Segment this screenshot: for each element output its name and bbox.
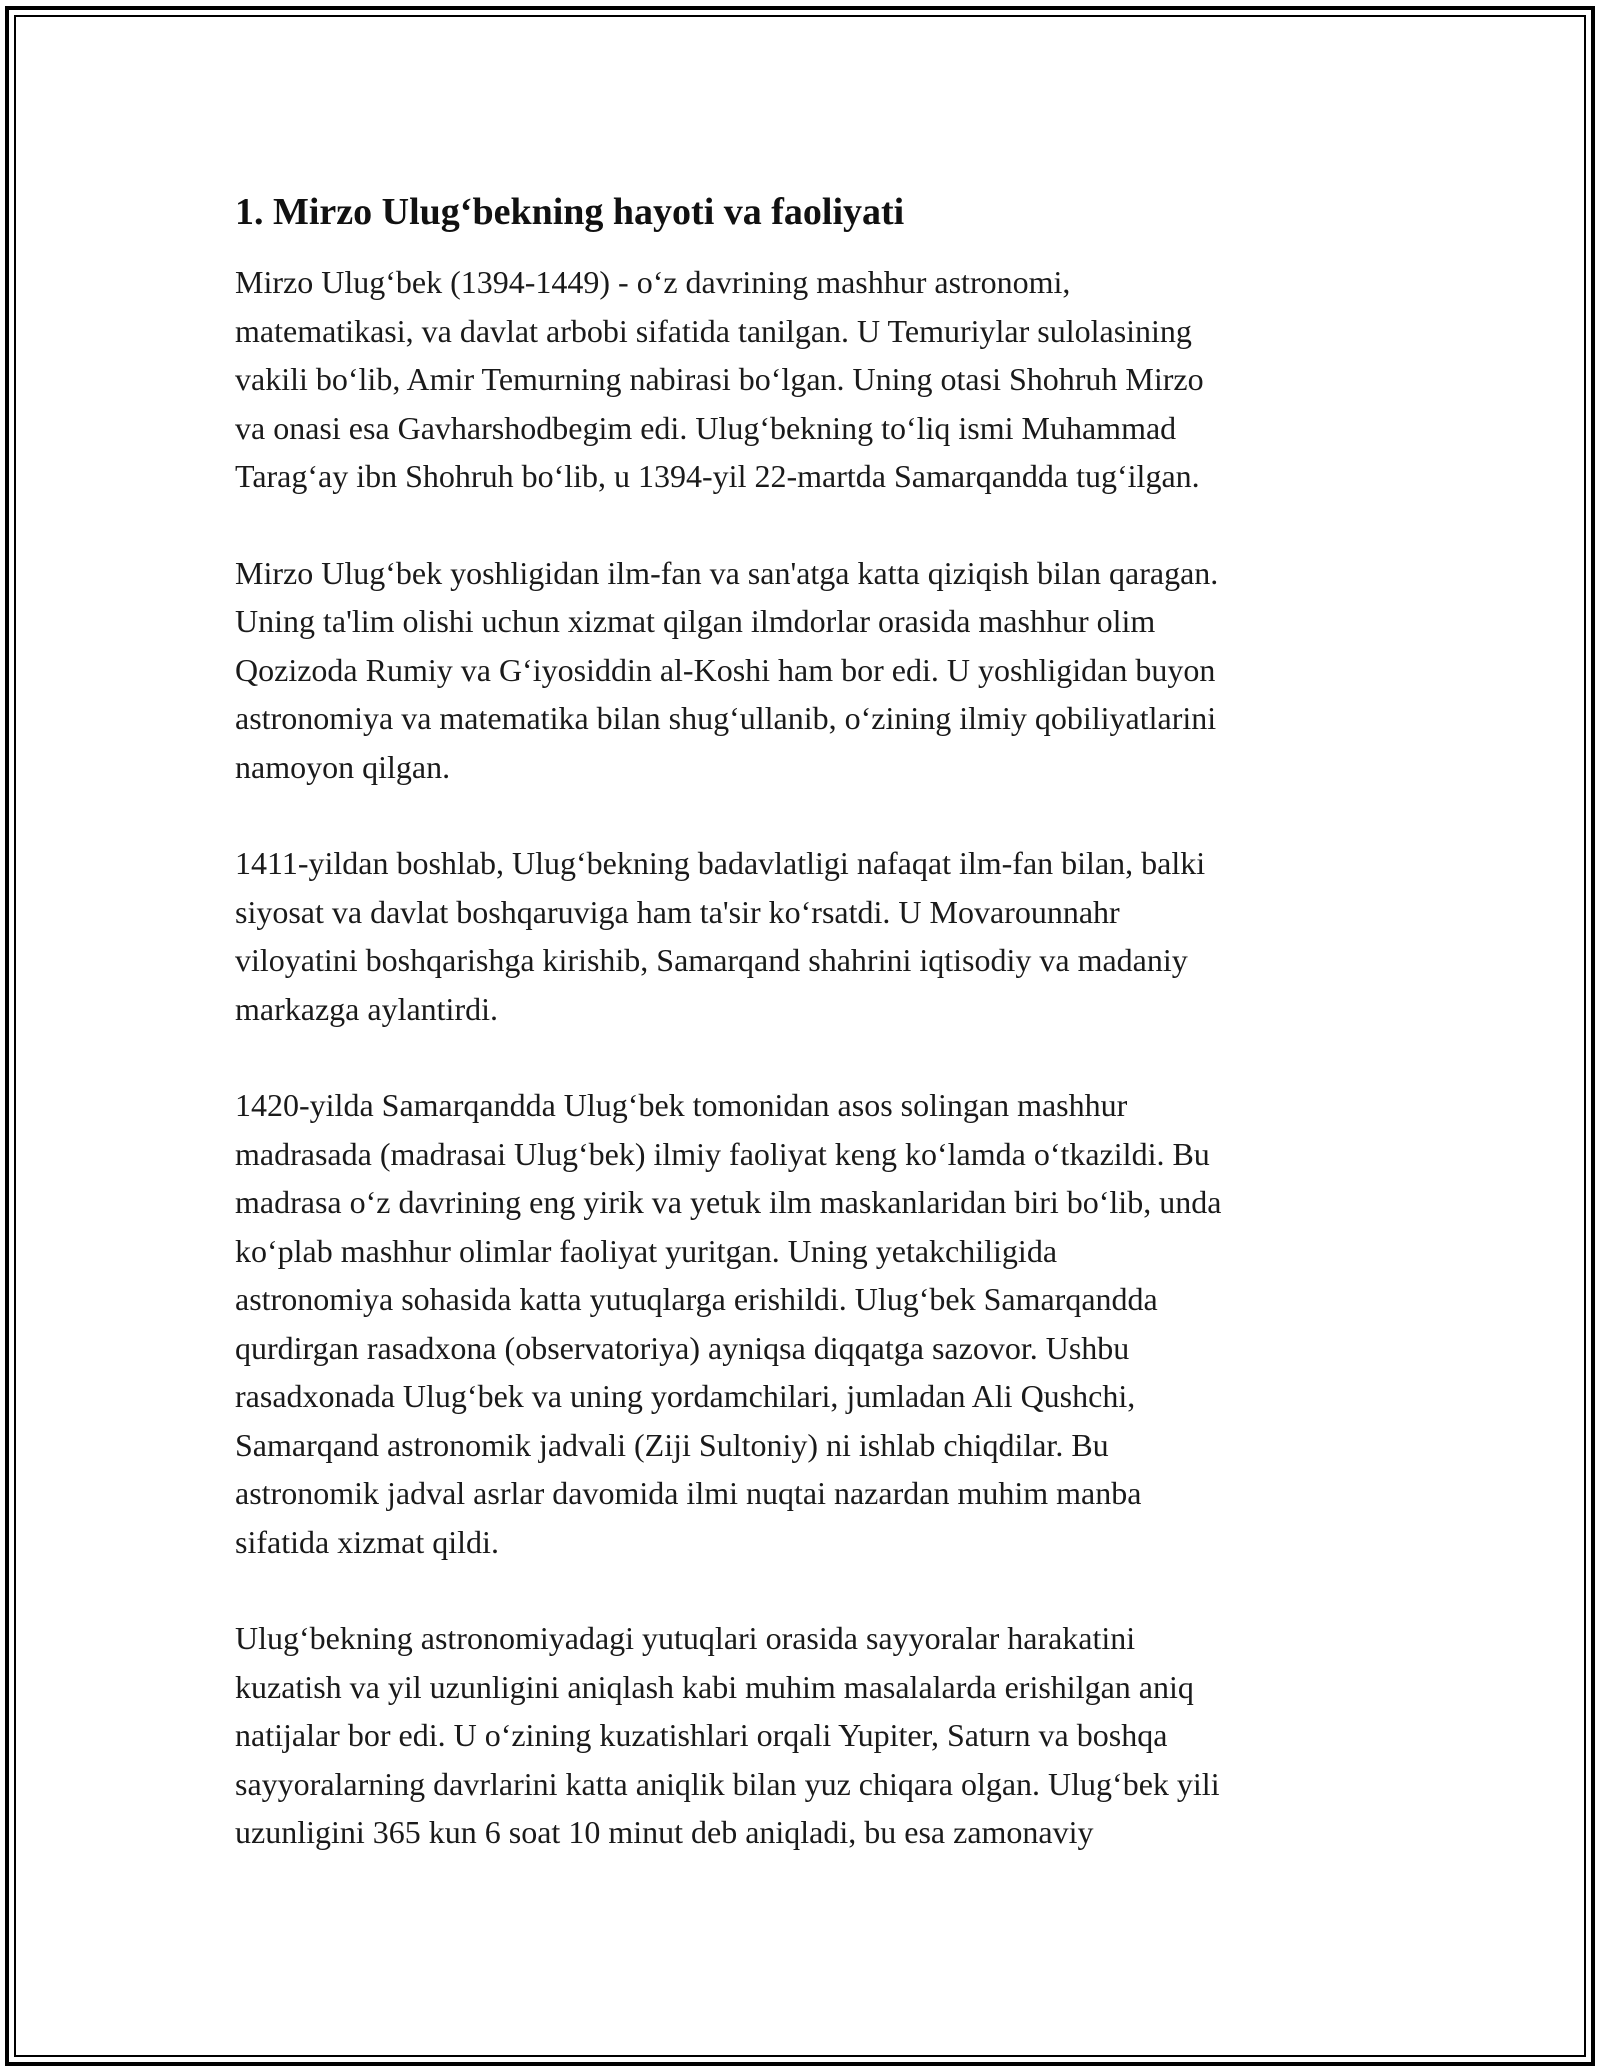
paragraph-astronomy-achievements: Ulug‘bekning astronomiyadagi yutuqlari orasida sayyoralar harakatini kuzatish va yil uzunligini aniqlash kabi muhim masalalarda erishilgan aniq natijalar bor edi. U o‘zining kuzatishlari orqali Yupiter, Saturn va boshqa sayyoralarning davrlarini katta aniqlik bilan yuz chiqara olgan. Ulug‘bek yili uzunligini 365 kun 6 soat 10 minut deb aniqladi, bu esa zamonaviy (235, 1620, 1220, 1850)
paragraph-education: Mirzo Ulug‘bek yoshligidan ilm-fan va san'atga katta qiziqish bilan qaragan. Uning ta'lim olishi uchun xizmat qilgan ilmdorlar orasida mashhur olim Qozizoda Rumiy va G‘iyosiddin al-Koshi ham bor edi. U yoshligidan buyon astronomiya va matematika bilan shug‘ullanib, o‘zining ilmiy qobiliyatlarini namoyon qilgan. (235, 554, 1219, 785)
section-title: 1. Mirzo Ulug‘bekning hayoti va faoliyati (235, 191, 905, 233)
document-body (235, 188, 1375, 1905)
paragraph-biography: Mirzo Ulug‘bek (1394-1449) - o‘z davrining mashhur astronomi, matematikasi, va davlat arbobi sifatida tanilgan. U Temuriylar sulolasining vakili bo‘lib, Amir Temurning nabirasi bo‘lgan. Uning otasi Shohruh Mirzo va onasi esa Gavharshodbegim edi. Ulug‘bekning to‘liq ismi Muhammad Tarag‘ay ibn Shohruh bo‘lib, u 1394-yil 22-martda Samarqandda tug‘ilgan. (235, 264, 1204, 494)
paragraph-governance: 1411-yildan boshlab, Ulug‘bekning badavlatligi nafaqat ilm-fan bilan, balki siyosat va davlat boshqaruviga ham ta'sir ko‘rsatdi. U Movarounnahr viloyatini boshqarishga kirishib, Samarqand shahrini iqtisodiy va madaniy markazga aylantirdi. (235, 845, 1206, 1027)
paragraph-madrasa-observatory: 1420-yilda Samarqandda Ulug‘bek tomonidan asos solingan mashhur madrasada (madrasai Ulug‘bek) ilmiy faoliyat keng ko‘lamda o‘tkazildi. Bu madrasa o‘z davrining eng yirik va yetuk ilm maskanlaridan biri bo‘lib, unda ko‘plab mashhur olimlar faoliyat yuritgan. Uning yetakchiligida astronomiya sohasida katta yutuqlarga erishildi. Ulug‘bek Samarqandda qurdirgan rasadxona (observatoriya) ayniqsa diqqatga sazovor. Ushbu rasadxonada Ulug‘bek va uning yordamchilari, jumladan Ali Qushchi, Samarqand astronomik jadvali (Ziji Sultoniy) ni ishlab chiqdilar. Bu astronomik jadval asrlar davomida ilmi nuqtai nazardan muhim manba sifatida xizmat qildi. (235, 1087, 1222, 1560)
